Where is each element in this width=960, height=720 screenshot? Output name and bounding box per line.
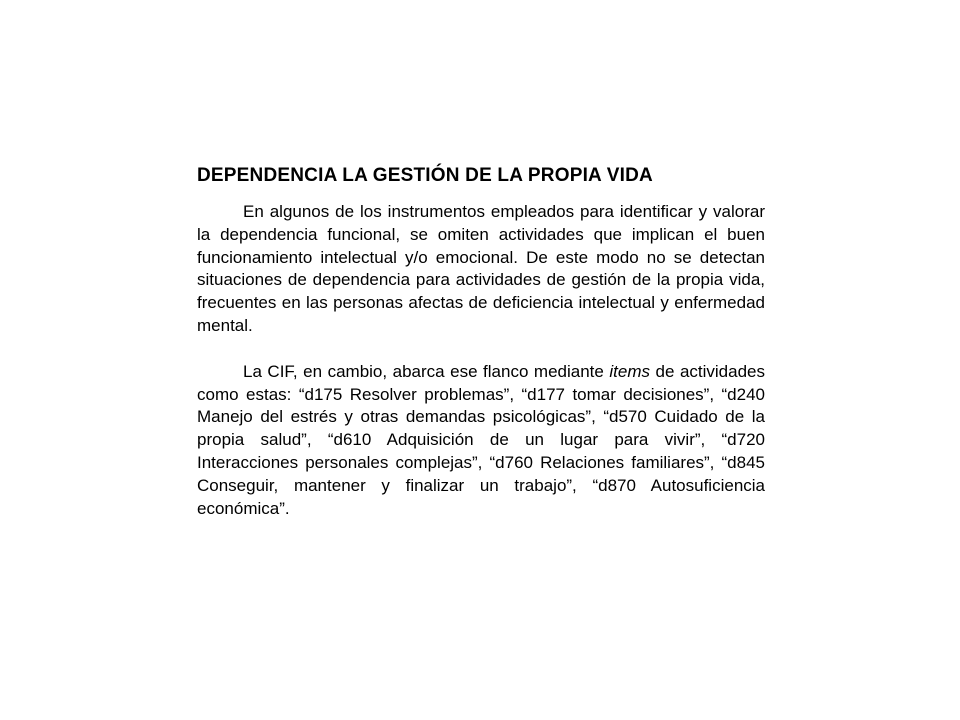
document-title: DEPENDENCIA LA GESTIÓN DE LA PROPIA VIDA xyxy=(197,165,653,186)
paragraph-text-after-emphasis: de actividades como estas: “d175 Resolver problemas”, “d177 tomar decisiones”, “d240 Manejo del estrés y otras demandas psicológicas”, “d570 Cuidado de la propia salud”, “d610 Adquisición de un lugar para vivir”, “d720 Interacciones personales complejas”, “d760 Relaciones familiares”, “d845 Conseguir, mantener y finalizar un trabajo”, “d870 Autosuficiencia económica”. xyxy=(197,361,766,518)
text-block xyxy=(197,164,765,520)
paragraph-text-before-emphasis: La CIF, en cambio, abarca ese flanco mediante xyxy=(243,361,610,381)
paragraph-dependency-instruments: En algunos de los instrumentos empleados para identificar y valorar la dependencia funcional, se omiten actividades que implican el buen funcionamiento intelectual y/o emocional. De este modo no se detectan situaciones de dependencia para actividades de gestión de la propia vida, frecuentes en las personas afectas de deficiencia intelectual y enfermedad mental. xyxy=(197,202,765,335)
paragraph-cif-items xyxy=(197,361,765,521)
emphasized-term: items xyxy=(609,361,651,381)
